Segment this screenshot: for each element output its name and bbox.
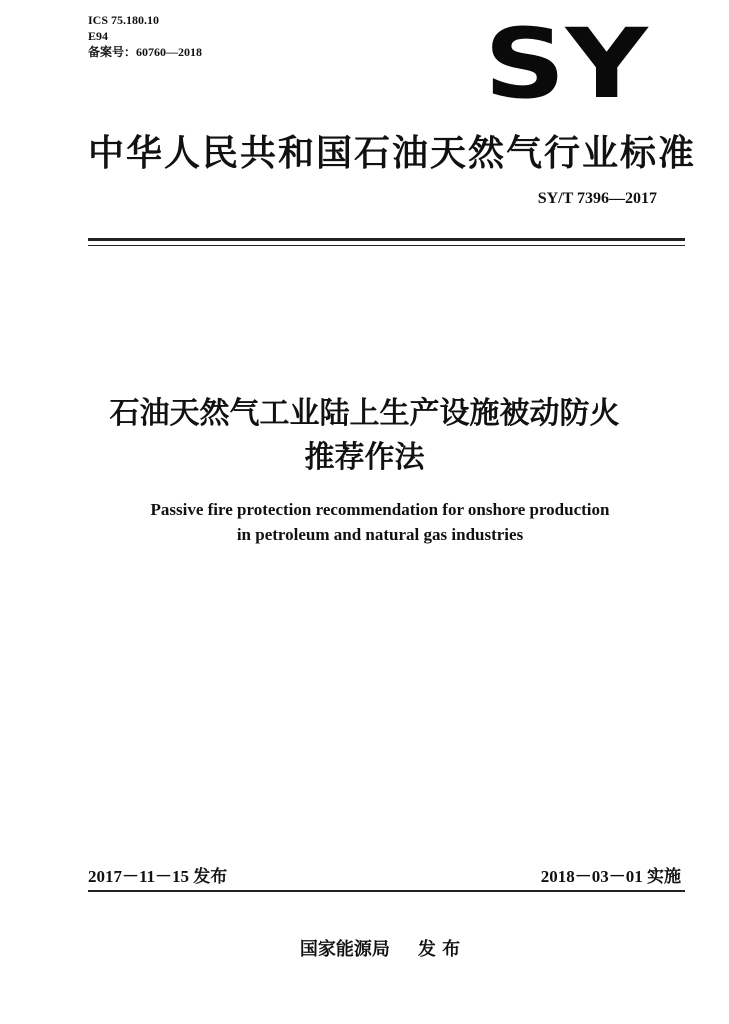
english-title-line-2: in petroleum and natural gas industries xyxy=(236,525,524,544)
publisher-action: 发 布 xyxy=(417,939,461,960)
effective-date: 2018－03－01 实施 xyxy=(540,867,681,886)
sy-logo: SY xyxy=(484,8,648,120)
chinese-title-line-1: 石油天然气工业陆上生产设施被动防火 xyxy=(109,396,620,431)
standard-metadata xyxy=(88,12,202,60)
standard-code: SY/T 7396—2017 xyxy=(537,190,657,207)
english-title-line-1: Passive fire protection recommendation for onshore production xyxy=(150,500,610,519)
issue-date: 2017－11－15 发布 xyxy=(88,867,228,886)
ccs-code: E94 xyxy=(88,29,109,43)
header-divider xyxy=(88,238,685,241)
ics-code: ICS 75.180.10 xyxy=(88,13,160,27)
standard-category-title: 中华人民共和国石油天然气行业标准 xyxy=(88,133,697,174)
publisher-name: 国家能源局 xyxy=(299,939,390,960)
header-divider-thin xyxy=(88,245,685,246)
filing-number: 备案号：60760—2018 xyxy=(88,45,203,59)
publisher-line xyxy=(0,935,729,961)
footer-divider xyxy=(88,890,685,892)
chinese-title-line-2: 推荐作法 xyxy=(304,440,425,475)
